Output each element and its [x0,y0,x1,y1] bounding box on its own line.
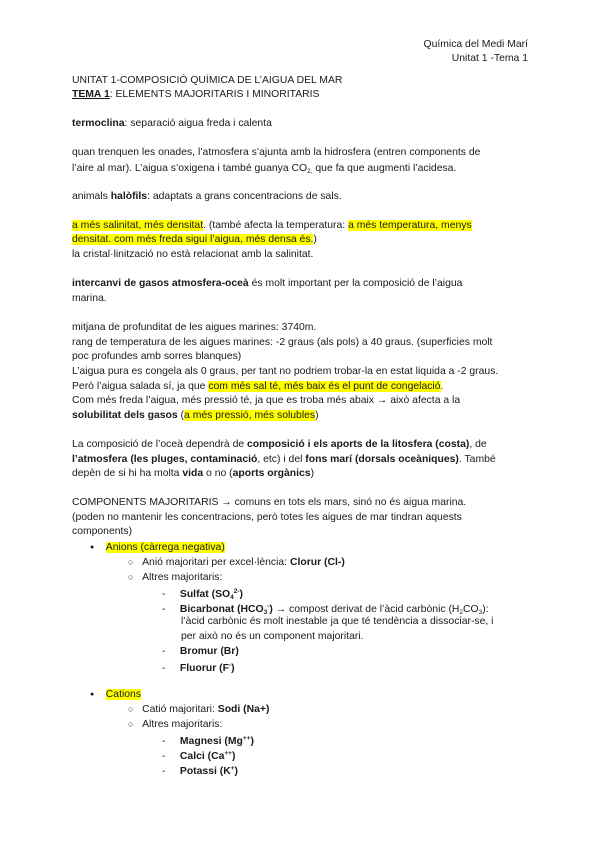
termoclina-line [72,117,272,130]
bicarbonat-line-2: l’àcid carbònic és molt inestable ja que té tendència a dissociar-se, i [181,616,494,627]
dash-bullet: - [162,663,166,674]
header-unit: Unitat 1 -Tema 1 [451,53,528,64]
composicio-l2b: , etc) i del [257,454,306,465]
anions-label: Anions (càrrega negativa) [105,542,225,553]
profunditat-line-1: mitjana de profunditat de les aigues marines: 3740m. [72,322,317,333]
dash-bullet: - [162,589,166,600]
cations-bullet [90,688,141,701]
composicio-l3c: o no ( [203,468,233,479]
header-course: Química del Medi Marí [423,39,528,50]
congelacio-highlight: com més sal té, més baix és el punt de congelació [208,381,441,392]
solubilitat-close: ) [315,410,319,421]
halofils-term: halòfils [110,191,148,202]
calci-close: ) [231,751,236,762]
termoclina-def: : separació aigua freda i calenta [124,118,272,129]
dash-bullet: - [162,766,166,777]
onades-line-1: quan trenquen les onades, l’atmosfera s’ajunta amb la hidrosfera (entren components de [72,147,481,158]
dash-bullet: - [162,604,166,615]
disc-bullet: ● [90,544,95,551]
solubilitat-term: solubilitat dels gasos [72,410,178,421]
anions-altres-label: Altres majoritaris: [142,572,223,583]
composicio-l1a: La composició de l’oceà dependrà de [72,439,248,450]
densitat-highlight: densitat. com més freda sigui l’aigua, més densa és. [72,234,314,245]
profunditat-line-6: Com més freda l’aigua, més pressió té, ja que es troba més abaix → això afecta a la [72,395,461,406]
composicio-l3a: depèn de si hi ha molta [72,468,183,479]
solubilitat-open: ( [177,410,185,421]
h2-sub: 2 [459,609,464,616]
unit-title: UNITAT 1-COMPOSICIÓ QUÍMICA DE L’AIGUA DEL MAR [72,75,343,86]
cations-altres-item [128,718,222,731]
onades-l2b: que fa que augmenti l’acidesa. [312,163,457,174]
circle-bullet: ○ [128,704,134,714]
composicio-line-1 [72,438,487,451]
sulfat-term [180,589,243,600]
sulfat-end: ) [239,589,244,600]
congelacio-pre: Però l’aigua salada sí, ja que [72,381,209,392]
catio-majoritari-item [128,703,269,716]
composicio-l3e: ) [310,468,315,479]
bicarbonat-text: Bicarbonat (HCO [179,604,264,615]
salinitat-line-2 [72,233,317,246]
tema-title [72,88,319,101]
anions-bullet [90,541,225,554]
tema-rest: : ELEMENTS MAJORITARIS I MINORITARIS [109,89,320,100]
calci-sup: ++ [224,750,232,757]
salinitat-highlight: a més salinitat, més densitat [72,220,204,231]
disc-bullet: ● [90,691,95,698]
intercanvi-line-2: marina. [72,293,107,304]
profunditat-line-4: L’aigua pura es congela als 0 graus, per tant no podriem trobar-la en estat liquida a -2 graus. [72,366,499,377]
calci-text: Calci (Ca [179,751,225,762]
litosfera-term: composició i els aports de la litosfera (costa) [247,439,470,450]
sulfat-sub: 4 [230,594,234,601]
composicio-l2d: . També [458,454,496,465]
atmosfera-term: l’atmosfera (les pluges, contaminació [72,454,258,465]
calci-item [162,747,235,763]
circle-bullet: ○ [128,719,134,729]
onades-l2a: l’aire al mar). L’aigua s’oxigena i també guanya CO [72,163,308,174]
composicio-line-3 [72,467,314,480]
vida-term: vida [182,468,204,479]
cations-label: Cations [105,689,142,700]
magnesi-text: Magnesi (Mg [179,736,243,747]
bicarbonat-end: ): [482,604,489,615]
dash-bullet: - [162,751,166,762]
clorur-term: Clorur (Cl-) [289,557,345,568]
profunditat-line-3: poc profundes amb sorres blanques) [72,351,242,362]
salinitat-line-3: la cristal·linització no està relacionat amb la salinitat. [72,249,314,260]
cations-altres-label: Altres majoritaris: [142,719,223,730]
onades-line-2 [72,162,456,178]
magnesi-sup: ++ [242,735,251,742]
halofils-line [72,190,342,203]
tema-label: TEMA 1 [72,89,110,100]
potassi-term [180,766,238,777]
bromur-item [162,645,239,658]
bicarbonat-sub: 3 [263,609,268,616]
magnesi-item [162,732,254,748]
salinitat-end: ) [313,234,317,245]
aports-organics-term: aports orgànics [232,468,311,479]
intercanvi-term: intercanvi de gasos atmosfera-oceà [72,278,249,289]
circle-bullet: ○ [128,557,134,567]
majoritaris-line-3: components) [72,526,133,537]
halofils-post: : adaptats a grans concentracions de sals. [147,191,342,202]
majoritaris-line-1: COMPONENTS MAJORITARIS → comuns en tots els mars, sinó no és aigua marina. [72,497,467,508]
co2-subscript: 2, [307,168,313,175]
co-text: CO [463,604,479,615]
intercanvi-rest: és molt important per la composició de l’aigua [248,278,463,289]
fluorur-term [180,663,235,674]
bromur-term: Bromur (Br) [179,646,239,657]
bicarbonat-mid: ) [269,604,273,615]
potassi-item [162,762,238,778]
bicarbonat-rest: → compost derivat de l’àcid carbònic (H [272,604,460,615]
dash-bullet: - [162,736,166,747]
fluorur-end: ) [231,663,235,674]
sulfat-sup: 2- [233,588,240,595]
anions-altres-item [128,571,222,584]
majoritaris-line-2: (poden no mantenir les concentracions, però totes les aigues de mar tindran aquests [72,512,462,523]
fluorur-sup: - [228,662,232,669]
temperatura-highlight: a més temperatura, menys [348,220,472,231]
intercanvi-line-1 [72,277,462,290]
circle-bullet: ○ [128,572,134,582]
dash-bullet: - [162,646,166,657]
bicarbonat-sup: - [267,603,270,610]
profunditat-line-7 [72,409,319,422]
composicio-l1c: , de [469,439,487,450]
fluorur-text: Fluorur (F [179,663,229,674]
sulfat-text: Sulfat (SO [179,589,231,600]
termoclina-term: termoclina [72,118,125,129]
bicarbonat-line-3: per això no és un component majoritari. [181,631,364,642]
congelacio-end: . [440,381,444,392]
profunditat-line-2: rang de temperatura de les aigues marines: -2 graus (als pols) a 40 graus. (superficies molt [72,337,493,348]
magnesi-close: ) [250,736,254,747]
bicarbonat-term [180,604,273,615]
anio-majoritari-item [128,556,345,569]
salinitat-mid: . (també afecta la temperatura: [203,220,349,231]
potassi-text: Potassi (K [179,766,231,777]
potassi-sup: + [230,765,235,772]
fons-mari-term: fons marí (dorsals oceàniques) [305,454,459,465]
magnesi-term [180,736,254,747]
profunditat-line-5 [72,380,443,393]
potassi-close: ) [234,766,238,777]
anio-main-pre: Anió majoritari per excel·lència: [142,557,290,568]
pressio-highlight: a més pressió, més solubles [184,410,316,421]
sodi-term: Sodi (Na+) [217,704,270,715]
halofils-pre: animals [72,191,111,202]
composicio-line-2 [72,453,496,466]
co3-sub: 3 [478,609,483,616]
salinitat-line-1 [72,219,472,232]
fluorur-item [162,659,235,675]
catio-main-pre: Catió majoritari: [142,704,218,715]
calci-term [180,751,236,762]
